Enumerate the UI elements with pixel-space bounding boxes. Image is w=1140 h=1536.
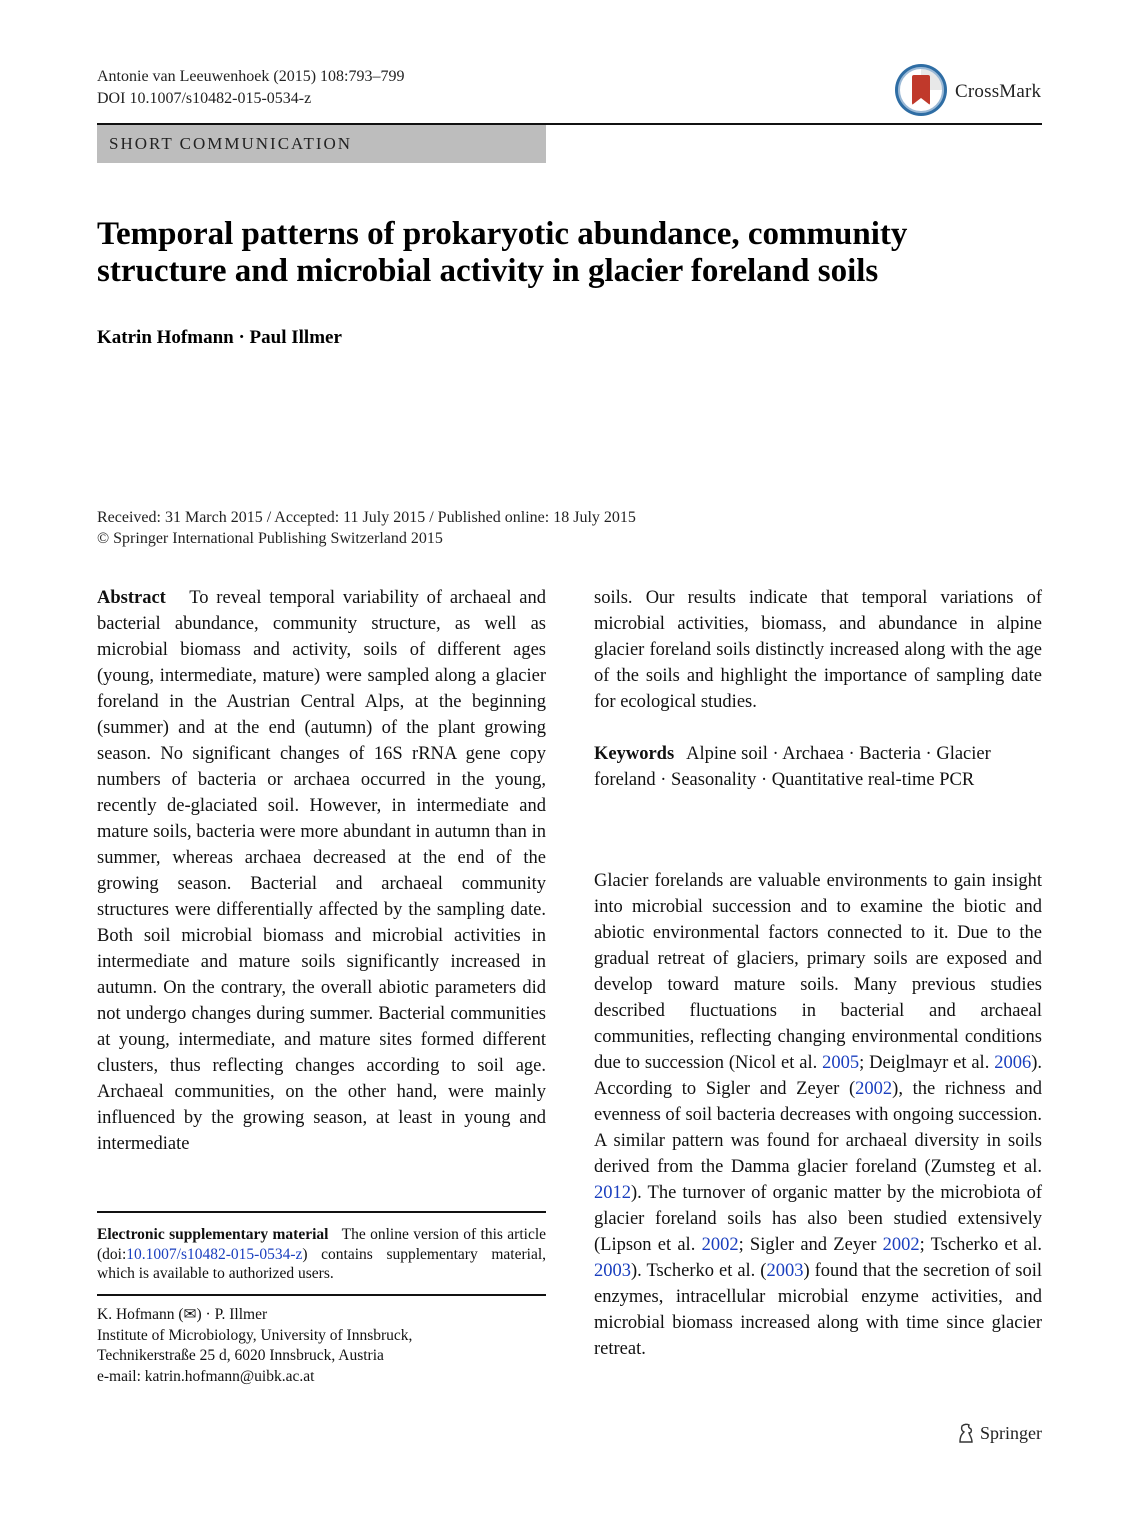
copyright-line: © Springer International Publishing Switzerland 2015 [97,530,443,547]
ref-link[interactable]: 2003 [766,1261,804,1281]
esm-doi-link[interactable]: 10.1007/s10482-015-0534-z [126,1245,303,1263]
esm-text: ) contains supplementary material, which is available to authorized users. [97,1245,546,1282]
ref-link[interactable]: 2002 [855,1079,893,1099]
ref-link[interactable]: 2002 [882,1235,920,1255]
keywords [594,741,1042,793]
springer-horse-icon [956,1422,976,1444]
affiliation-address: Technikerstraße 25 d, 6020 Innsbruck, Austria [97,1347,384,1364]
intro-paragraph [594,868,1042,1362]
intro-text: ; Deiglmayr et al. [859,1053,995,1073]
abstract-left [97,585,546,1157]
journal-citation: Antonie van Leeuwenhoek (2015) 108:793–799 [97,68,405,85]
intro-text: ; Sigler and Zeyer [738,1235,883,1255]
keywords-heading: Keywords [594,744,675,764]
ref-link[interactable]: 2005 [822,1053,860,1073]
abstract-text: To reveal temporal variability of archaeal and bacterial abundance, community structure, as well as microbial biomass and activity, soils of different ages (young, intermediate, mature) were sampled along a glacier foreland in the Austrian Central Alps, at the beginning (summer) and at the end (autumn) of the plant growing season. No significant changes of 16S rRNA gene copy numbers of bacteria or archaea occurred in the young, recently de-glaciated soil. However, in intermediate and mature soils, bacteria were more abundant in autumn than in summer, whereas archaea decreased at the end of the growing season. Bacterial and archaeal community structures were differentially affected by the sampling date. Both soil microbial biomass and microbial activities in intermediate and mature soils significantly increased in autumn. On the contrary, the overall abiotic parameters did not undergo changes during summer. Bacterial communities at young, intermediate, and mature sites formed different clusters, thus reflecting changes according to soil age. Archaeal communities, on the other hand, were mainly influenced by the growing season, at least in young and intermediate [97,588,546,1154]
affiliation-email[interactable]: e-mail: katrin.hofmann@uibk.ac.at [97,1367,315,1385]
ref-link[interactable]: 2012 [594,1183,631,1203]
esm-text: The online version of this article (doi: [97,1226,547,1263]
publication-dates [97,507,636,549]
crossmark-button[interactable] [893,62,1043,118]
ref-link[interactable]: 2003 [594,1261,631,1281]
intro-text: ). Tscherko et al. ( [631,1261,767,1281]
affiliation-authors: K. Hofmann (✉) · P. Illmer [97,1306,268,1323]
ref-link[interactable]: 2006 [994,1053,1032,1073]
publisher-name: Springer [980,1422,1042,1443]
affiliation-institute: Institute of Microbiology, University of Innsbruck, [97,1326,413,1344]
affiliation [97,1305,546,1387]
esm-heading: Electronic supplementary material [97,1226,329,1243]
footnote-rule [97,1211,546,1213]
footnote-rule [97,1294,546,1296]
article-title: Temporal patterns of prokaryotic abundance, community structure and microbial activity in glacier foreland soils [97,216,908,289]
keywords-text: Alpine soil · Archaea · Bacteria · Glacier foreland · Seasonality · Quantitative real-time PCR [594,744,991,790]
intro-text: ). The turnover of organic matter by the microbiota of glacier foreland soils has also been studied extensively (Lipson et al. [594,1183,1042,1255]
intro-text: ), the richness and evenness of soil bacteria decreases with ongoing succession. A similar pattern was found for archaeal diversity in soils derived from the Damma glacier foreland (Zumsteg et al. [594,1079,1042,1177]
crossmark-label: CrossMark [955,81,1042,102]
intro-text: Glacier forelands are valuable environments to gain insight into microbial succession and to examine the biotic and abiotic environmental factors connected to it. Due to the gradual retreat of glaciers, primary soils are exposed and develop toward mature soils. Many previous studies described fluctuations in bacterial and archaeal communities, reflecting changing environmental conditions due to succession (Nicol et al. [594,871,1042,1073]
crossmark-icon [893,62,949,118]
dates-line: Received: 31 March 2015 / Accepted: 11 July 2015 / Published online: 18 July 2015 [97,509,636,526]
journal-doi: DOI 10.1007/s10482-015-0534-z [97,90,312,107]
section-label: SHORT COMMUNICATION [109,134,353,153]
article-authors: Katrin Hofmann · Paul Illmer [97,327,342,348]
intro-text: ). According to Sigler and Zeyer ( [594,1053,1042,1099]
abstract-heading: Abstract [97,588,166,608]
abstract-right: soils. Our results indicate that temporal variations of microbial activities, biomass, and abundance in alpine glacier foreland soils distinctly increased along with the age of the soils and highlight the importance of sampling date for ecological studies. [594,588,1042,712]
intro-text: ) found that the secretion of soil enzymes, intracellular microbial enzyme activities, and microbial biomass increased along with time since glacier retreat. [594,1261,1043,1359]
journal-header [97,66,404,110]
intro-text: ; Tscherko et al. [919,1235,1042,1255]
publisher-logo [956,1422,1042,1444]
esm-note [97,1225,546,1284]
ref-link[interactable]: 2002 [701,1235,739,1255]
section-band [97,125,546,163]
